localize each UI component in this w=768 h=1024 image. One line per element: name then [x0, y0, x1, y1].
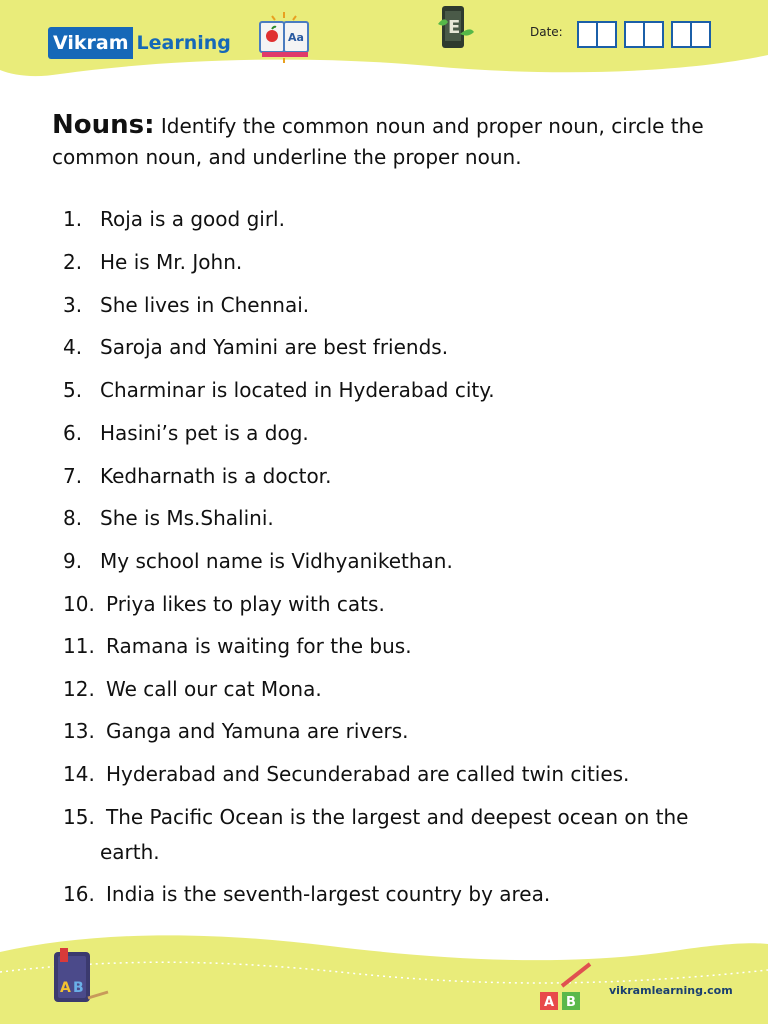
title-instruction: Identify the common noun and proper noun, circle the common noun, and underline the proper noun.	[52, 114, 704, 169]
svg-text:E: E	[448, 17, 461, 38]
svg-text:A: A	[544, 995, 555, 1010]
item-sentence: Kedharnath is a doctor.	[100, 464, 332, 488]
item-number: 13.	[63, 719, 95, 743]
date-box[interactable]	[577, 21, 598, 48]
item-sentence: Hyderabad and Secunderabad are called twin cities.	[106, 762, 630, 786]
item-number: 15.	[63, 805, 95, 829]
vikram-learning-logo[interactable]	[48, 27, 233, 59]
phone-e-icon	[434, 4, 478, 52]
ab-blocks-pencil-icon	[536, 962, 600, 1014]
date-box[interactable]	[596, 21, 617, 48]
date-box[interactable]	[690, 21, 711, 48]
item-sentence: Ganga and Yamuna are rivers.	[106, 719, 409, 743]
item-sentence: Roja is a good girl.	[100, 207, 285, 231]
date-label: Date:	[530, 25, 563, 39]
item-sentence: The Pacific Ocean is the largest and deepest ocean on the	[106, 805, 689, 829]
item-sentence: She lives in Chennai.	[100, 293, 310, 317]
item-number: 3.	[63, 293, 83, 317]
title-lead: Nouns:	[52, 110, 155, 140]
item-number: 2.	[63, 250, 83, 274]
footer-band	[0, 930, 768, 1024]
apple-aa-book-icon	[252, 10, 316, 64]
date-boxes[interactable]	[577, 21, 711, 48]
item-number: 10.	[63, 592, 95, 616]
item-sentence: She is Ms.Shalini.	[100, 506, 274, 530]
item-sentence: India is the seventh-largest country by area.	[106, 882, 551, 906]
svg-text:A: A	[60, 980, 71, 996]
item-number: 6.	[63, 421, 83, 445]
item-sentence: Charminar is located in Hyderabad city.	[100, 378, 495, 402]
date-box[interactable]	[624, 21, 645, 48]
item-number: 11.	[63, 634, 95, 658]
svg-text:B: B	[73, 980, 84, 996]
item-number: 7.	[63, 464, 83, 488]
svg-text:B: B	[566, 995, 576, 1010]
item-number: 8.	[63, 506, 83, 530]
item-sentence: Hasini’s pet is a dog.	[100, 421, 309, 445]
ab-books-icon	[48, 946, 114, 1008]
item-number: 16.	[63, 882, 95, 906]
item-number: 1.	[63, 207, 83, 231]
item-sentence-continuation: earth.	[100, 840, 160, 864]
date-box[interactable]	[671, 21, 692, 48]
logo-learning: Learning	[136, 32, 231, 54]
item-number: 9.	[63, 549, 83, 573]
worksheet-title	[52, 110, 732, 173]
item-number: 4.	[63, 335, 83, 359]
item-sentence: Ramana is waiting for the bus.	[106, 634, 412, 658]
date-box[interactable]	[643, 21, 664, 48]
footer-wave	[0, 930, 768, 1024]
logo-vikram: Vikram	[48, 27, 133, 59]
date-month-boxes[interactable]	[624, 21, 664, 48]
item-sentence: Saroja and Yamini are best friends.	[100, 335, 449, 359]
item-number: 5.	[63, 378, 83, 402]
svg-text:Aa: Aa	[288, 31, 304, 44]
website-link[interactable]: vikramlearning.com	[609, 984, 733, 997]
item-sentence: We call our cat Mona.	[106, 677, 322, 701]
item-sentence: My school name is Vidhyanikethan.	[100, 549, 453, 573]
item-sentence: Priya likes to play with cats.	[106, 592, 385, 616]
date-day-boxes[interactable]	[577, 21, 617, 48]
item-number: 14.	[63, 762, 95, 786]
date-year-boxes[interactable]	[671, 21, 711, 48]
item-number: 12.	[63, 677, 95, 701]
item-sentence: He is Mr. John.	[100, 250, 243, 274]
